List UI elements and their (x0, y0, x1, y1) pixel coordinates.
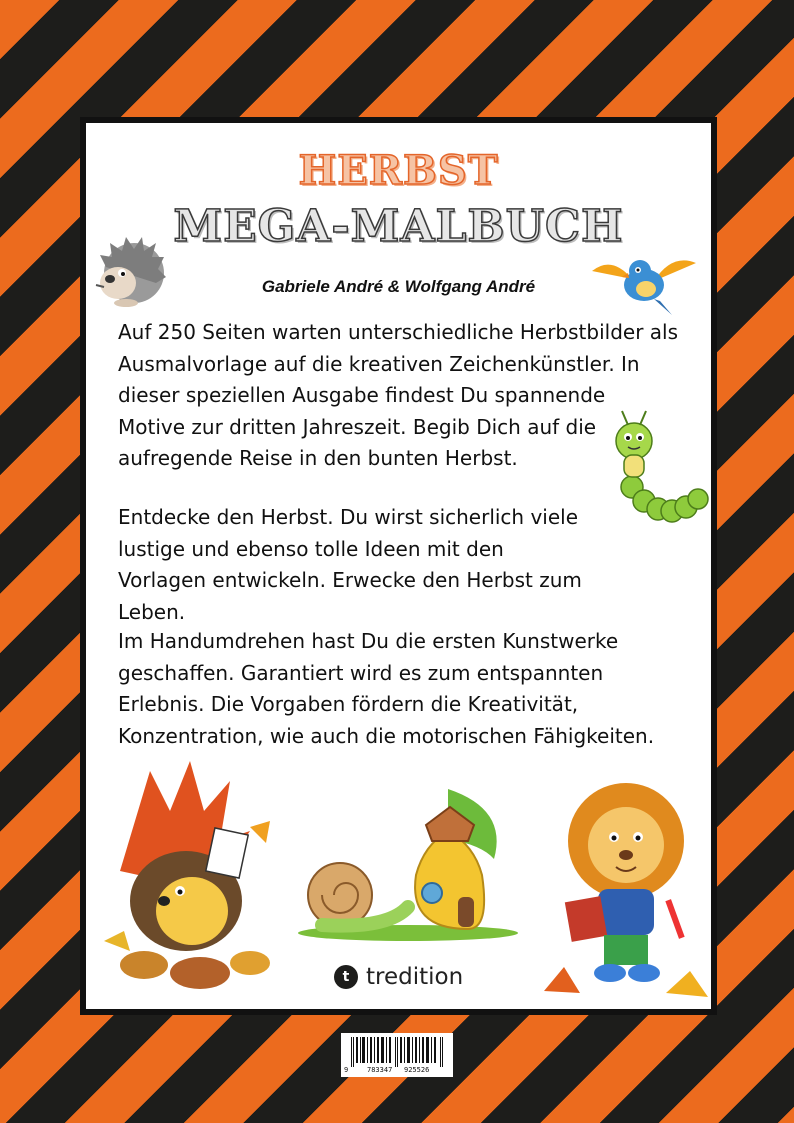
isbn-group-2: 925526 (404, 1066, 430, 1074)
bird-illustration (588, 249, 700, 321)
isbn-prefix: 9 (344, 1066, 349, 1074)
hedgehog-illustration (90, 227, 170, 309)
back-cover-panel (80, 117, 717, 1015)
isbn-group-1: 783347 (367, 1066, 393, 1074)
isbn-barcode (341, 1033, 453, 1077)
barcode-bars (351, 1037, 443, 1067)
publisher-brand (334, 963, 463, 991)
snail-pear-house-illustration (298, 779, 528, 943)
lion-illustration (540, 771, 712, 1003)
authors: Gabriele André & Wolfgang André (261, 277, 536, 296)
description-paragraph-2: Entdecke den Herbst. Du wirst sicherlich viele lustige und ebenso tolle Ideen mit den Vorlagen entwickeln. Erwecke den Herbst zum Leben. (118, 505, 582, 624)
caterpillar-illustration (606, 405, 710, 531)
description-paragraph-1: Auf 250 Seiten warten unterschiedliche Herbstbilder als Ausmalvorlage auf die kreativen Zeichenkünstler. In dieser speziellen Ausgabe findest Du spannende Motive zur dritten Jahreszeit. Begib Dich auf die aufregende Reise in den bunten Herbst. (118, 320, 678, 470)
description-paragraph-3: Im Handumdrehen hast Du die ersten Kunstwerke geschaffen. Garantiert wird es zum entspannten Erlebnis. Die Vorgaben fördern die Kreativität, Konzentration, wie auch die motorischen Fähigkeiten. (118, 629, 655, 748)
title-mega-malbuch: MEGA-MALBUCH (173, 201, 624, 252)
title-herbst: HERBST (298, 147, 499, 194)
hedgehog-leaves-illustration (100, 751, 276, 1001)
tredition-logo-icon: t (334, 965, 358, 989)
publisher-name: tredition (366, 964, 464, 990)
